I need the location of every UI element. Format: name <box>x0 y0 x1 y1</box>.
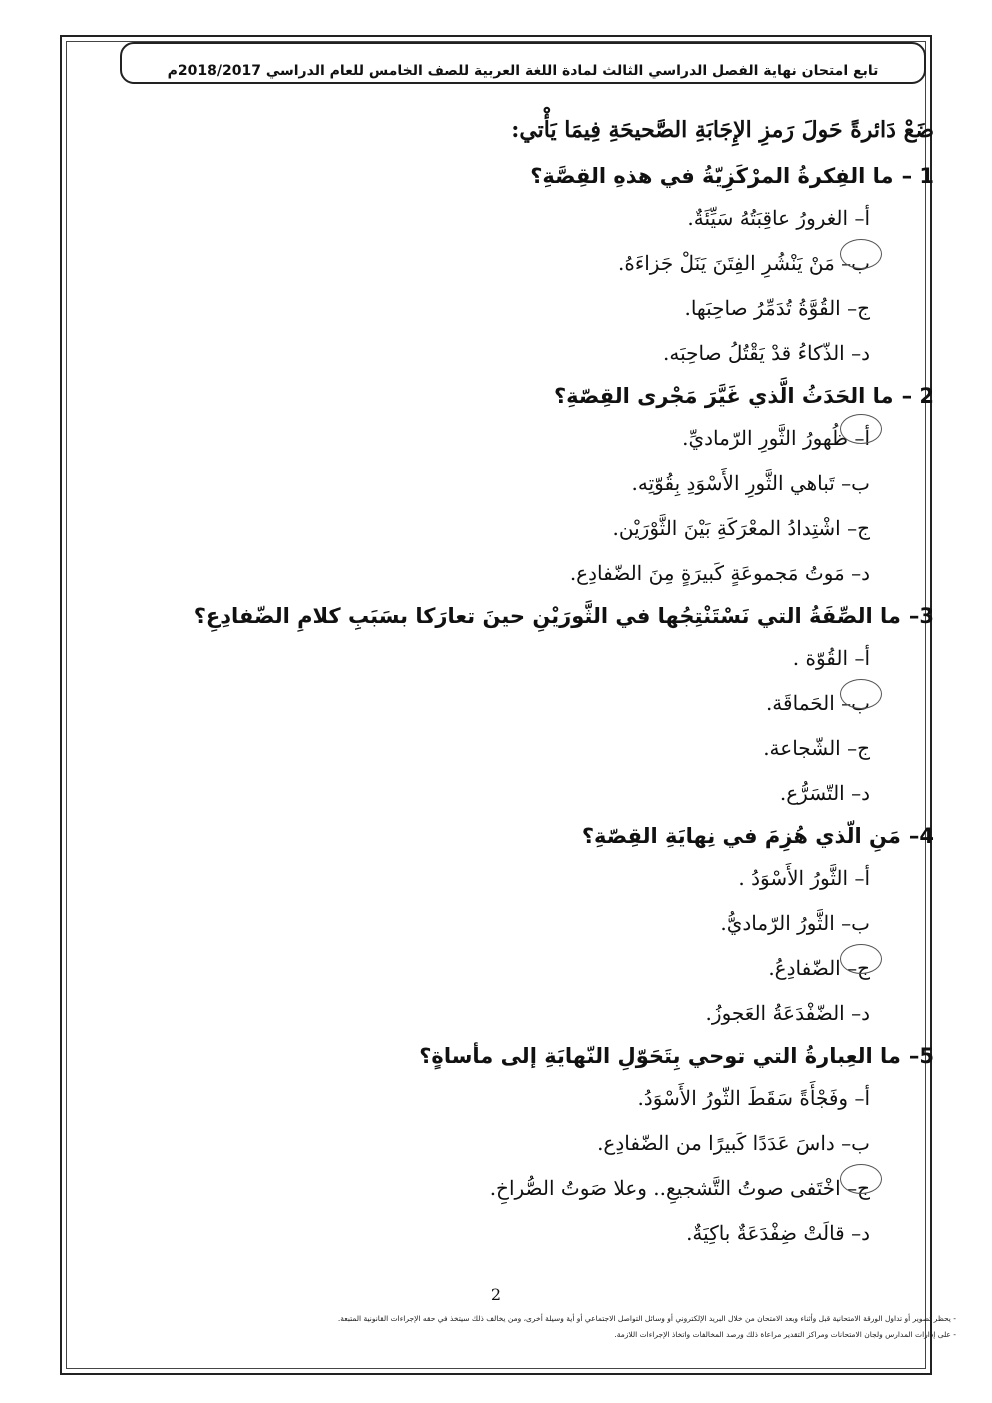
question-4-text <box>74 816 934 856</box>
option-letter: ج– <box>847 296 870 320</box>
option-1-c[interactable] <box>74 286 870 331</box>
option-4-a[interactable] <box>74 856 870 901</box>
option-1-d[interactable] <box>74 331 870 376</box>
question-1-text <box>74 156 934 196</box>
option-letter-circled: ج– <box>847 946 870 991</box>
option-5-c[interactable] <box>74 1166 870 1211</box>
exam-header-box <box>120 42 926 84</box>
option-3-b[interactable] <box>74 681 870 726</box>
option-1-b[interactable] <box>74 241 870 286</box>
option-4-d[interactable] <box>74 991 870 1036</box>
option-letter-circled: ب– <box>841 241 870 286</box>
option-text: الحَماقَة. <box>765 691 835 715</box>
option-text: قالَتْ ضِفْدَعَةٌ باكِيَةٌ. <box>686 1221 845 1245</box>
option-letter: ج– <box>847 516 870 540</box>
option-text: الضّفْدَعَةُ العَجوزُ. <box>705 1001 845 1025</box>
option-text: اشْتِدادُ المعْرَكَةِ بَيْنَ الثَّوْرَيْن. <box>612 516 841 540</box>
option-letter: أ– <box>854 866 870 890</box>
question-3-number: 3– <box>908 604 934 628</box>
question-1-number: 1 – <box>901 164 934 188</box>
footnote-1: - يحظر تصوير أو تداول الورقة الامتحانية قبل وأثناء وبعد الامتحان من خلال البريد الإلكتروني أو وسائل التواصل الاجتماعي أو أية وسيلة أخرى، ومن يخالف ذلك سيتخذ في حقه الإجراءات القانونية المتبعة. <box>337 1314 956 1323</box>
option-letter: د– <box>851 1221 870 1245</box>
option-letter: ب– <box>841 911 870 935</box>
option-letter: أ– <box>854 1086 870 1110</box>
option-text: مَوتُ مَجموعَةٍ كَبيرَةٍ مِنَ الضّفادِع. <box>569 561 845 585</box>
option-text: تَباهي الثَّورِ الأَسْوَدِ بِقُوّتِه. <box>631 471 835 495</box>
option-5-a[interactable] <box>74 1076 870 1121</box>
option-2-a[interactable] <box>74 416 870 461</box>
option-text: وفَجْأَةً سَقَطَ الثّورُ الأَسْوَدُ. <box>637 1086 849 1110</box>
option-letter: أ– <box>854 646 870 670</box>
option-4-c[interactable] <box>74 946 870 991</box>
option-text: الثَّورُ الرّماديُّ. <box>720 911 835 935</box>
exam-content <box>74 112 934 1256</box>
option-text: الضّفادِعُ. <box>768 956 841 980</box>
question-2-text <box>74 376 934 416</box>
option-text: الغرورُ عاقِبَتُهُ سَيِّئَةٌ. <box>687 206 849 230</box>
option-letter: د– <box>851 561 870 585</box>
option-letter: د– <box>851 1001 870 1025</box>
option-text: ظُهورُ الثَّورِ الرّماديِّ. <box>682 426 849 450</box>
option-letter-circled: أ– <box>854 416 870 461</box>
question-3-stem: ما الصِّفَةُ التي نَسْتَنْتِجُها في الثَّورَيْنِ حينَ تعارَكا بسَبَبِ كلامِ الضّفادِعِ؟ <box>193 604 901 628</box>
option-text: اخْتَفى صوتُ التَّشجيعِ.. وعلا صَوتُ الصُّراخِ. <box>489 1176 841 1200</box>
footnote-2: - على إدارات المدارس ولجان الامتحانات ومراكز التقدير مراعاة ذلك ورصد المخالفات واتخاذ الإجراءات اللازمة. <box>614 1330 956 1339</box>
option-text: الشّجاعة. <box>763 736 841 760</box>
option-letter-circled: ب– <box>841 681 870 726</box>
option-letter: أ– <box>854 206 870 230</box>
option-5-b[interactable] <box>74 1121 870 1166</box>
option-3-d[interactable] <box>74 771 870 816</box>
question-5-stem: ما العِبارةُ التي توحي بِتَحَوّلِ النّهايَةِ إلى مأساةٍ؟ <box>419 1044 901 1068</box>
option-2-c[interactable] <box>74 506 870 551</box>
question-1 <box>74 156 934 376</box>
option-4-b[interactable] <box>74 901 870 946</box>
option-5-d[interactable] <box>74 1211 870 1256</box>
question-5 <box>74 1036 934 1256</box>
question-1-stem: ما الفِكرةُ المرْكَزِيّةُ في هذهِ القِصَّةِ؟ <box>530 164 894 188</box>
option-1-a[interactable] <box>74 196 870 241</box>
option-letter: ب– <box>841 471 870 495</box>
option-text: مَنْ يَنْشُرِ الفِتَنَ يَنَلْ جَزاءَهُ. <box>617 251 835 275</box>
option-text: داسَ عَدَدًا كَبيرًا من الضّفادِع. <box>597 1131 835 1155</box>
option-letter: ب– <box>841 1131 870 1155</box>
option-text: القُوّة . <box>792 646 849 670</box>
exam-header-title: تابع امتحان نهاية الفصل الدراسي الثالث لمادة اللغة العربية للصف الخامس للعام الدراسي 2018/2017م <box>167 63 879 79</box>
question-2 <box>74 376 934 596</box>
option-2-d[interactable] <box>74 551 870 596</box>
question-2-number: 2 – <box>901 384 934 408</box>
option-3-a[interactable] <box>74 636 870 681</box>
option-3-c[interactable] <box>74 726 870 771</box>
option-letter-circled: ج– <box>847 1166 870 1211</box>
option-letter: د– <box>851 341 870 365</box>
question-4-number: 4– <box>908 824 934 848</box>
option-2-b[interactable] <box>74 461 870 506</box>
question-4-stem: مَنِ الّذي هُزِمَ في نِهايَةِ القِصّةِ؟ <box>581 824 901 848</box>
option-text: القُوَّةُ تُدَمِّرُ صاحِبَها. <box>684 296 841 320</box>
option-text: التّسَرُّع. <box>779 781 845 805</box>
question-3-text <box>74 596 934 636</box>
question-2-stem: ما الحَدَثُ الَّذي غَيَّرَ مَجْرى القِصّةِ؟ <box>553 384 894 408</box>
question-4 <box>74 816 934 1036</box>
option-letter: د– <box>851 781 870 805</box>
instruction-text: ضَعْ دَائرةً حَولَ رَمزِ الإِجَابَةِ الصَّحيحَةِ فِيمَا يَأْتي: <box>511 117 934 143</box>
question-5-number: 5– <box>908 1044 934 1068</box>
question-3 <box>74 596 934 816</box>
option-letter: ج– <box>847 736 870 760</box>
option-text: الثَّورُ الأَسْوَدُ . <box>738 866 849 890</box>
option-text: الذّكاءُ قدْ يَقْتُلُ صاحِبَه. <box>663 341 845 365</box>
question-5-text <box>74 1036 934 1076</box>
page-number: 2 <box>490 1285 502 1304</box>
